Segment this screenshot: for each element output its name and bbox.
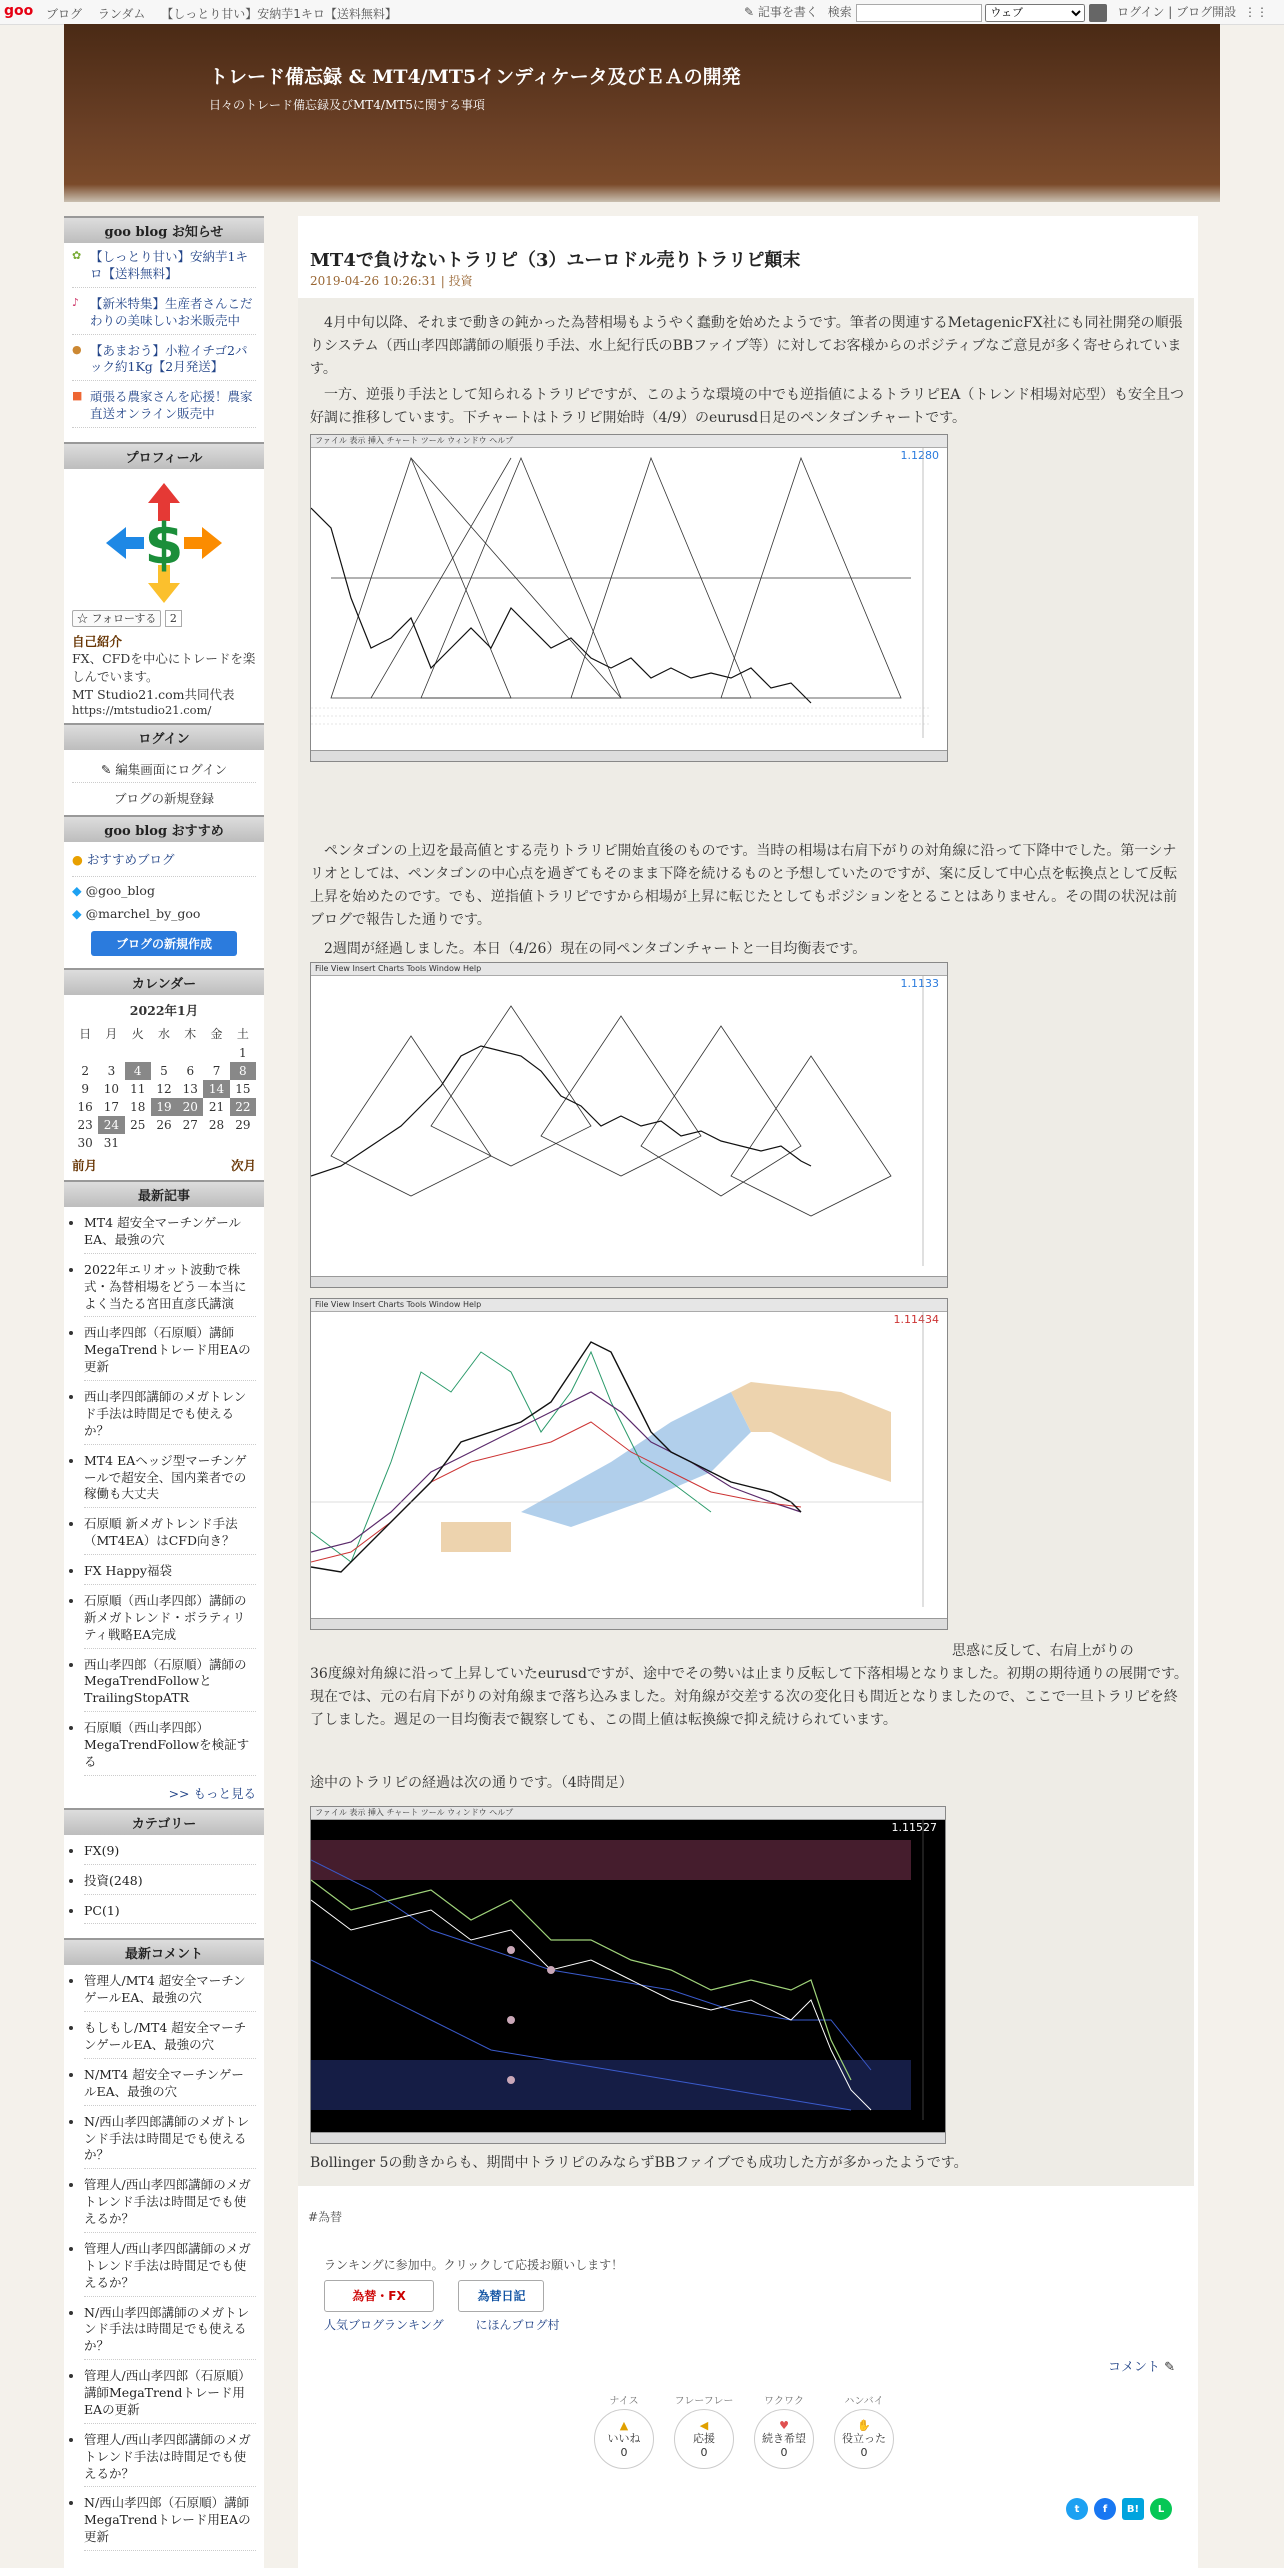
intro-text: FX、CFDを中心にトレードを楽しんでいます。 bbox=[72, 651, 256, 684]
recommend-label[interactable]: おすすめブログ bbox=[86, 852, 175, 867]
list-item bbox=[84, 1593, 256, 1649]
search-scope-select[interactable] bbox=[985, 4, 1085, 22]
recommend-title: goo blog おすすめ bbox=[64, 815, 264, 842]
open-blog-link[interactable]: ブログ開設 bbox=[1176, 5, 1237, 19]
category-link[interactable]: PC(1) bbox=[84, 1902, 120, 1918]
recent-link[interactable]: MT4 超安全マーチンゲールEA、最強の穴 bbox=[84, 1215, 241, 1247]
cal-day: 16 bbox=[77, 1100, 93, 1114]
goo-logo[interactable]: goo bbox=[4, 3, 34, 19]
cal-day: 17 bbox=[103, 1100, 120, 1114]
reaction-count: 0 bbox=[780, 2445, 788, 2459]
list-item bbox=[84, 1563, 256, 1585]
notice-item[interactable] bbox=[72, 389, 256, 428]
notice-link[interactable]: 【新米特集】生産者さんこだわりの美味しいお米販売中 bbox=[90, 295, 253, 328]
list-item bbox=[84, 1325, 256, 1381]
chart-tabs[interactable] bbox=[311, 1618, 947, 1629]
list-item bbox=[84, 2495, 256, 2551]
cal-day: 6 bbox=[186, 1064, 195, 1078]
calendar-month: 2022年1月 bbox=[129, 1003, 199, 1018]
calendar-next[interactable]: 次月 bbox=[230, 1158, 256, 1173]
paragraph: 4月中旬以降、それまで動きの鈍かった為替相場もようやく蠢動を始めたようです。筆者の関連するMetagenicFX社にも同社開発の順張りシステム（西山孝四郎講師の順張り手法、水上紀行氏のBBファイブ等）に対してお客様からのポジティブなご意見が多く寄せられています。 bbox=[310, 315, 1183, 377]
recent-box bbox=[64, 1207, 264, 1808]
list-item bbox=[84, 1215, 256, 1254]
thumb-icon: ▲ bbox=[619, 2419, 629, 2433]
comment-link[interactable]: もしもし/MT4 超安全マーチンゲールEA、最強の穴 bbox=[84, 2020, 247, 2052]
twitter-label: @marchel_by_goo bbox=[85, 906, 201, 921]
follow-label: フォローする bbox=[91, 612, 157, 625]
megaphone-icon: ◀ bbox=[699, 2419, 709, 2433]
farm-icon: ■ bbox=[72, 389, 83, 403]
blog-header bbox=[64, 24, 1220, 202]
twitter-link-marchel[interactable] bbox=[72, 902, 256, 925]
list-item bbox=[84, 1973, 256, 2012]
ranking-text: ランキングに参加中。クリックして応援お願いします！ bbox=[324, 2258, 624, 2272]
cal-day: 29 bbox=[235, 1118, 251, 1132]
comment-link[interactable]: 管理人/西山孝四郎（石原順）講師MegaTrendトレード用EAの更新 bbox=[84, 2368, 251, 2417]
chart-tabs[interactable] bbox=[311, 1276, 947, 1287]
twitter-share-icon[interactable]: t bbox=[1066, 2498, 1088, 2520]
category-title: カテゴリー bbox=[64, 1808, 264, 1835]
recent-link[interactable]: 2022年エリオット波動で株式・為替相場をどう－本当によく当たる宮田直彦氏講演 bbox=[84, 1261, 247, 1311]
comment-link[interactable] bbox=[1108, 2356, 1175, 2375]
twitter-icon: ◆ bbox=[72, 883, 82, 898]
cal-day: 27 bbox=[182, 1118, 198, 1132]
reaction-nice[interactable] bbox=[594, 2392, 654, 2469]
weekday: 土 bbox=[236, 1027, 249, 1041]
ranking-banners bbox=[324, 2280, 564, 2312]
line-share-icon[interactable]: L bbox=[1150, 2498, 1172, 2520]
pencil-icon: ✎ bbox=[100, 762, 112, 777]
nav-blog[interactable]: ブログ bbox=[46, 7, 83, 21]
intro-text2: MT Studio21.com共同代表 bbox=[72, 687, 235, 702]
follow-count: 2 bbox=[165, 610, 182, 627]
list-item bbox=[84, 1516, 256, 1555]
cal-day: 30 bbox=[77, 1136, 93, 1150]
current-price: 1.11434 bbox=[893, 1313, 939, 1326]
post-date[interactable]: 2019-04-26 10:26:31 bbox=[310, 274, 437, 288]
pentagon-chart-2[interactable] bbox=[310, 962, 948, 1288]
ranking-links bbox=[324, 2316, 588, 2333]
category-link[interactable]: FX(9) bbox=[84, 1842, 120, 1858]
cal-day: 23 bbox=[77, 1118, 93, 1132]
cal-day: 7 bbox=[212, 1064, 221, 1078]
calendar-box bbox=[64, 995, 264, 1180]
recent-link[interactable]: MT4 EAヘッジ型マーチンゲールで超安全、国内業者での稼働も大丈夫 bbox=[84, 1452, 247, 1502]
ranking-banner-diary[interactable] bbox=[458, 2280, 544, 2312]
recommend-link[interactable] bbox=[72, 848, 256, 877]
cal-day-posted[interactable]: 8 bbox=[230, 1062, 256, 1080]
reaction-count: 0 bbox=[700, 2445, 708, 2459]
bollinger-chart-graphic bbox=[311, 1820, 945, 2130]
cal-day: 11 bbox=[130, 1082, 146, 1096]
cal-day: 9 bbox=[81, 1082, 89, 1096]
more-link[interactable]: >> もっと見る bbox=[168, 1785, 256, 1801]
recent-link[interactable]: 西山孝四郎（石原順）講師のMegaTrendFollowとTrailingStopATR bbox=[84, 1656, 247, 1706]
list-item bbox=[84, 2114, 256, 2170]
follow-button[interactable]: ☆ フォローする bbox=[72, 610, 161, 627]
list-item bbox=[84, 2432, 256, 2488]
post-body bbox=[298, 298, 1194, 2186]
comment-link[interactable]: N/西山孝四郎（石原順）講師MegaTrendトレード用EAの更新 bbox=[84, 2495, 251, 2545]
notice-title: goo blog お知らせ bbox=[64, 216, 264, 243]
current-price: 1.1280 bbox=[900, 449, 939, 462]
list-item bbox=[84, 2067, 256, 2106]
list-item bbox=[84, 1262, 256, 1318]
calendar-prev[interactable]: 前月 bbox=[72, 1158, 98, 1173]
cal-day: 26 bbox=[156, 1118, 172, 1132]
reaction-label: 応援 bbox=[693, 2432, 715, 2446]
reaction-kana: フレーフレー bbox=[674, 2396, 734, 2407]
list-item bbox=[84, 2177, 256, 2233]
notice-item[interactable] bbox=[72, 296, 256, 335]
post-title[interactable]: MT4で負けないトラリピ（3）ユーロドル売りトラリピ顛末 bbox=[310, 250, 801, 271]
banner-label: 為替日記 bbox=[477, 2289, 526, 2303]
mt4-toolbar: ファイル 表示 挿入 チャート ツール ウィンドウ ヘルプ bbox=[311, 1807, 945, 1820]
cal-day: 2 bbox=[81, 1064, 89, 1078]
comment-link[interactable]: 管理人/MT4 超安全マーチンゲールEA、最強の穴 bbox=[84, 1973, 246, 2006]
recent-link[interactable]: 石原順（西山孝四郎）MegaTrendFollowを検証する bbox=[84, 1720, 250, 1769]
grid-menu-icon[interactable]: ⋮⋮ bbox=[1243, 5, 1268, 19]
reaction-kana: ナイス bbox=[609, 2396, 639, 2407]
cal-day: 25 bbox=[130, 1118, 146, 1132]
cal-day: 31 bbox=[103, 1136, 120, 1150]
chart-tabs[interactable] bbox=[311, 750, 947, 761]
ranking-link-popular[interactable]: 人気ブログランキング bbox=[324, 2318, 444, 2332]
list-item bbox=[84, 1903, 256, 1925]
cal-day: 1 bbox=[239, 1046, 247, 1060]
mt4-toolbar: File View Insert Charts Tools Window Help bbox=[311, 963, 947, 976]
reaction-kana: ワクワク bbox=[764, 2396, 804, 2407]
comment-label[interactable]: コメント bbox=[1108, 2360, 1161, 2375]
reaction-label: 続き希望 bbox=[762, 2432, 806, 2446]
list-item bbox=[84, 2241, 256, 2297]
reaction-buttons bbox=[594, 2392, 894, 2469]
dog-icon: ● bbox=[72, 342, 82, 356]
cal-day: 21 bbox=[208, 1100, 225, 1114]
list-item bbox=[84, 1389, 256, 1445]
clap-icon: ✋ bbox=[857, 2419, 871, 2433]
notice-link[interactable]: 【しっとり甘い】安納芋1キロ【送料無料】 bbox=[90, 249, 248, 281]
category-box bbox=[64, 1835, 264, 1939]
paragraph: 2週間が経過しました。本日（4/26）現在の同ペンタゴンチャートと一目均衡表です。 bbox=[324, 941, 867, 957]
mt4-toolbar: ファイル 表示 挿入 チャート ツール ウィンドウ ヘルプ bbox=[311, 435, 947, 448]
nav-promo[interactable]: 【しっとり甘い】安納芋1キロ【送料無料】 bbox=[161, 7, 397, 21]
login-new-link[interactable]: ブログの新規登録 bbox=[113, 791, 214, 806]
notice-box bbox=[64, 243, 264, 442]
ichimoku-chart-graphic bbox=[311, 1312, 947, 1617]
reaction-kana: ハンバイ bbox=[844, 2396, 884, 2407]
calendar-title: カレンダー bbox=[64, 968, 264, 995]
heart-eyes-icon: ♥ bbox=[779, 2419, 789, 2433]
list-item bbox=[84, 2368, 256, 2424]
notice-link[interactable]: 【あまおう】小粒イチゴ2パック約1Kg【2月発送】 bbox=[90, 342, 248, 375]
twitter-icon: ◆ bbox=[72, 906, 82, 921]
nav-random[interactable]: ランダム bbox=[97, 7, 146, 21]
current-price: 1.11527 bbox=[891, 1821, 937, 1834]
post-category[interactable]: 投資 bbox=[448, 274, 473, 288]
bulb-icon: ● bbox=[72, 852, 83, 867]
share-buttons bbox=[1066, 2498, 1172, 2520]
recent-link[interactable]: FX Happy福袋 bbox=[84, 1563, 172, 1578]
cal-day: 5 bbox=[160, 1064, 168, 1078]
calendar-weekdays bbox=[72, 1023, 256, 1044]
cal-day-posted[interactable]: 22 bbox=[230, 1098, 256, 1116]
search-input[interactable] bbox=[856, 4, 982, 22]
paragraph: ペンタゴンの上辺を最高値とする売りトラリピ開始直後のものです。当時の相場は右肩下がりの対角線に沿って下降中でした。第一シナリオとしては、ペンタゴンの中心点を過ぎてもそのまま下降を続けるものと予想していたのですが、案に反して中心点を転換点として反転上昇を始めたのです。でも、逆指値トラリピですから相場が上昇に転じたとしてもポジションをとることはありません。その間の状況は前ブログで報告した通りです。 bbox=[310, 843, 1178, 928]
reaction-count: 0 bbox=[860, 2445, 868, 2459]
leaf-icon: ✿ bbox=[72, 249, 82, 262]
list-item bbox=[84, 1453, 256, 1509]
facebook-share-icon[interactable]: f bbox=[1094, 2498, 1116, 2520]
profile-box bbox=[64, 469, 264, 723]
reaction-label: 役立った bbox=[842, 2432, 886, 2446]
paragraph: 36度線対角線に沿って上昇していたeurusdですが、途中でその勢いは止まり反転して下落相場となりました。初期の期待通りの展開です。現在では、元の右肩下がりの対角線まで落ち込みました。対角線が交差する次の変化日も間近となりましたので、ここで一旦トラリピを終了しました。週足の一目均衡表で観察しても、この間上値は転換線で抑え続けられています。 bbox=[310, 1666, 1188, 1728]
cal-day-posted[interactable]: 14 bbox=[203, 1080, 229, 1098]
paragraph: 思惑に反して、右肩上がりの bbox=[952, 1643, 1134, 1659]
reaction-helpful[interactable] bbox=[834, 2392, 894, 2469]
recent-link[interactable]: 西山孝四郎講師のメガトレンド手法は時間足でも使えるか？ bbox=[84, 1389, 247, 1438]
notice-link[interactable]: 頑張る農家さんを応援！農家直送オンライン販売中 bbox=[90, 389, 253, 422]
comment-link[interactable]: 管理人/西山孝四郎講師のメガトレンド手法は時間足でも使えるか？ bbox=[84, 2240, 251, 2290]
login-title: ログイン bbox=[64, 723, 264, 750]
weekday: 木 bbox=[184, 1027, 197, 1041]
recommend-box bbox=[64, 842, 264, 968]
cal-day-posted[interactable]: 19 bbox=[151, 1098, 177, 1116]
list-item bbox=[84, 1657, 256, 1713]
svg-text:$: $ bbox=[144, 512, 184, 577]
recent-link[interactable]: 石原順 新メガトレンド手法（MT4EA）はCFD向き？ bbox=[84, 1516, 238, 1549]
comments-box bbox=[64, 1965, 264, 2565]
cal-day: 12 bbox=[156, 1082, 172, 1096]
cal-day: 3 bbox=[107, 1064, 116, 1078]
search-button[interactable] bbox=[1089, 4, 1107, 22]
login-edit-link[interactable] bbox=[72, 756, 256, 783]
cal-day: 18 bbox=[130, 1100, 146, 1114]
ichimoku-chart[interactable] bbox=[310, 1298, 948, 1630]
pentagon-chart-graphic bbox=[311, 448, 947, 748]
intro-title: 自己紹介 bbox=[72, 634, 123, 649]
pentagon-chart-graphic bbox=[311, 976, 947, 1276]
list-item bbox=[84, 1720, 256, 1776]
post-tag[interactable]: #為替 bbox=[308, 2210, 343, 2224]
pentagon-chart-1[interactable] bbox=[310, 434, 948, 762]
paragraph: Bollinger 5の動きからも、期間中トラリピのみならずBBファイブでも成功した方が多かったようです。 bbox=[310, 2155, 968, 2171]
ranking-banner-fx[interactable] bbox=[324, 2280, 434, 2312]
comment-link[interactable]: N/西山孝四郎講師のメガトレンド手法は時間足でも使えるか？ bbox=[84, 2304, 250, 2354]
banner-label: 為替・FX bbox=[352, 2289, 406, 2303]
comment-link[interactable]: 管理人/西山孝四郎講師のメガトレンド手法は時間足でも使えるか？ bbox=[84, 2431, 251, 2481]
recent-title: 最新記事 bbox=[64, 1180, 264, 1207]
intro-url[interactable]: https://mtstudio21.com/ bbox=[72, 703, 212, 717]
notice-item[interactable] bbox=[72, 343, 256, 382]
post-meta: 2019-04-26 10:26:31 | 投資 bbox=[310, 274, 473, 288]
cal-day: 15 bbox=[235, 1082, 251, 1096]
weekday: 金 bbox=[210, 1027, 223, 1041]
recent-link[interactable]: 西山孝四郎（石原順）講師MegaTrendトレード用EAの更新 bbox=[84, 1325, 251, 1375]
notice-item[interactable] bbox=[72, 249, 256, 288]
write-article-link[interactable]: 記事を書く bbox=[757, 5, 818, 19]
paragraph: 一方、逆張り手法として知られるトラリピですが、このような環境の中でも逆指値によるトラリピEA（トレンド相場対応型）も安全且つ好調に推移しています。下チャートはトラリピ開始時（4/9）のeurusd日足のペンタゴンチャートです。 bbox=[310, 387, 1184, 426]
pencil-icon: ✎ bbox=[1164, 2360, 1176, 2375]
twitter-link-goo[interactable] bbox=[72, 877, 256, 902]
twitter-label: @goo_blog bbox=[85, 883, 155, 898]
recent-link[interactable]: 石原順（西山孝四郎）講師の新メガトレンド・ボラティリティ戦略EA完成 bbox=[84, 1592, 247, 1642]
weekday: 水 bbox=[157, 1027, 170, 1041]
mt4-toolbar: File View Insert Charts Tools Window Help bbox=[311, 1299, 947, 1312]
blog-title[interactable]: トレード備忘録 & MT4/MT5インディケータ及びＥＡの開発 bbox=[209, 66, 741, 88]
reaction-more[interactable] bbox=[754, 2392, 814, 2469]
login-link[interactable]: ログイン bbox=[1117, 5, 1165, 19]
login-edit-label: 編集画面にログイン bbox=[115, 762, 228, 777]
pencil-icon: ✎ bbox=[744, 5, 755, 19]
category-link[interactable]: 投資(248) bbox=[84, 1872, 143, 1888]
reaction-label: いいね bbox=[607, 2432, 641, 2446]
comment-link[interactable]: 管理人/西山孝四郎講師のメガトレンド手法は時間足でも使えるか？ bbox=[84, 2177, 251, 2226]
weekday: 月 bbox=[105, 1027, 118, 1041]
cal-day-posted[interactable]: 4 bbox=[125, 1062, 151, 1080]
weekday: 日 bbox=[79, 1027, 92, 1041]
cal-day-posted[interactable]: 20 bbox=[177, 1098, 203, 1116]
comments-list bbox=[72, 1973, 256, 2551]
dollar-arrows-avatar bbox=[72, 475, 256, 605]
blog-subtitle: 日々のトレード備忘録及びMT4/MT5に関する事項 bbox=[209, 98, 485, 112]
cal-day-posted[interactable]: 24 bbox=[98, 1116, 124, 1134]
reaction-count: 0 bbox=[620, 2445, 628, 2459]
main-content bbox=[298, 216, 1198, 2568]
cal-day: 10 bbox=[103, 1082, 120, 1096]
cal-day: 13 bbox=[182, 1082, 198, 1096]
create-blog-button[interactable]: ブログの新規作成 bbox=[91, 931, 237, 956]
ranking-link-nihon[interactable]: にほんブログ村 bbox=[475, 2318, 560, 2332]
hatena-share-icon[interactable]: B! bbox=[1122, 2498, 1144, 2520]
current-price: 1.1133 bbox=[900, 977, 939, 990]
search-label: 検索 bbox=[827, 5, 852, 19]
list-item bbox=[84, 2305, 256, 2361]
comments-title: 最新コメント bbox=[64, 1938, 264, 1965]
category-list bbox=[72, 1843, 256, 1925]
goo-toolbar-right: ✎ 記事を書く 検索 ウェブ ログイン | ブログ開設 ⋮⋮ bbox=[744, 3, 1268, 22]
bollinger-4h-chart[interactable] bbox=[310, 1806, 946, 2144]
cal-day: 28 bbox=[208, 1118, 225, 1132]
reaction-cheer[interactable] bbox=[674, 2392, 734, 2469]
list-item bbox=[84, 1843, 256, 1865]
sidebar bbox=[64, 216, 264, 2568]
goo-nav bbox=[46, 5, 409, 22]
login-box bbox=[64, 750, 264, 815]
goo-toolbar bbox=[0, 0, 1284, 25]
chart-tabs[interactable] bbox=[311, 2132, 945, 2143]
calendar-table bbox=[72, 1023, 256, 1152]
music-icon: ♪ bbox=[72, 295, 80, 309]
comment-link[interactable]: N/MT4 超安全マーチンゲールEA、最強の穴 bbox=[84, 2066, 244, 2099]
list-item bbox=[84, 2020, 256, 2059]
paragraph: 途中のトラリピの経過は次の通りです。（4時間足） bbox=[310, 1775, 633, 1791]
recent-list bbox=[72, 1215, 256, 1776]
list-item bbox=[84, 1873, 256, 1895]
weekday: 火 bbox=[131, 1027, 144, 1041]
profile-title: プロフィール bbox=[64, 442, 264, 469]
comment-link[interactable]: N/西山孝四郎講師のメガトレンド手法は時間足でも使えるか？ bbox=[84, 2113, 250, 2163]
